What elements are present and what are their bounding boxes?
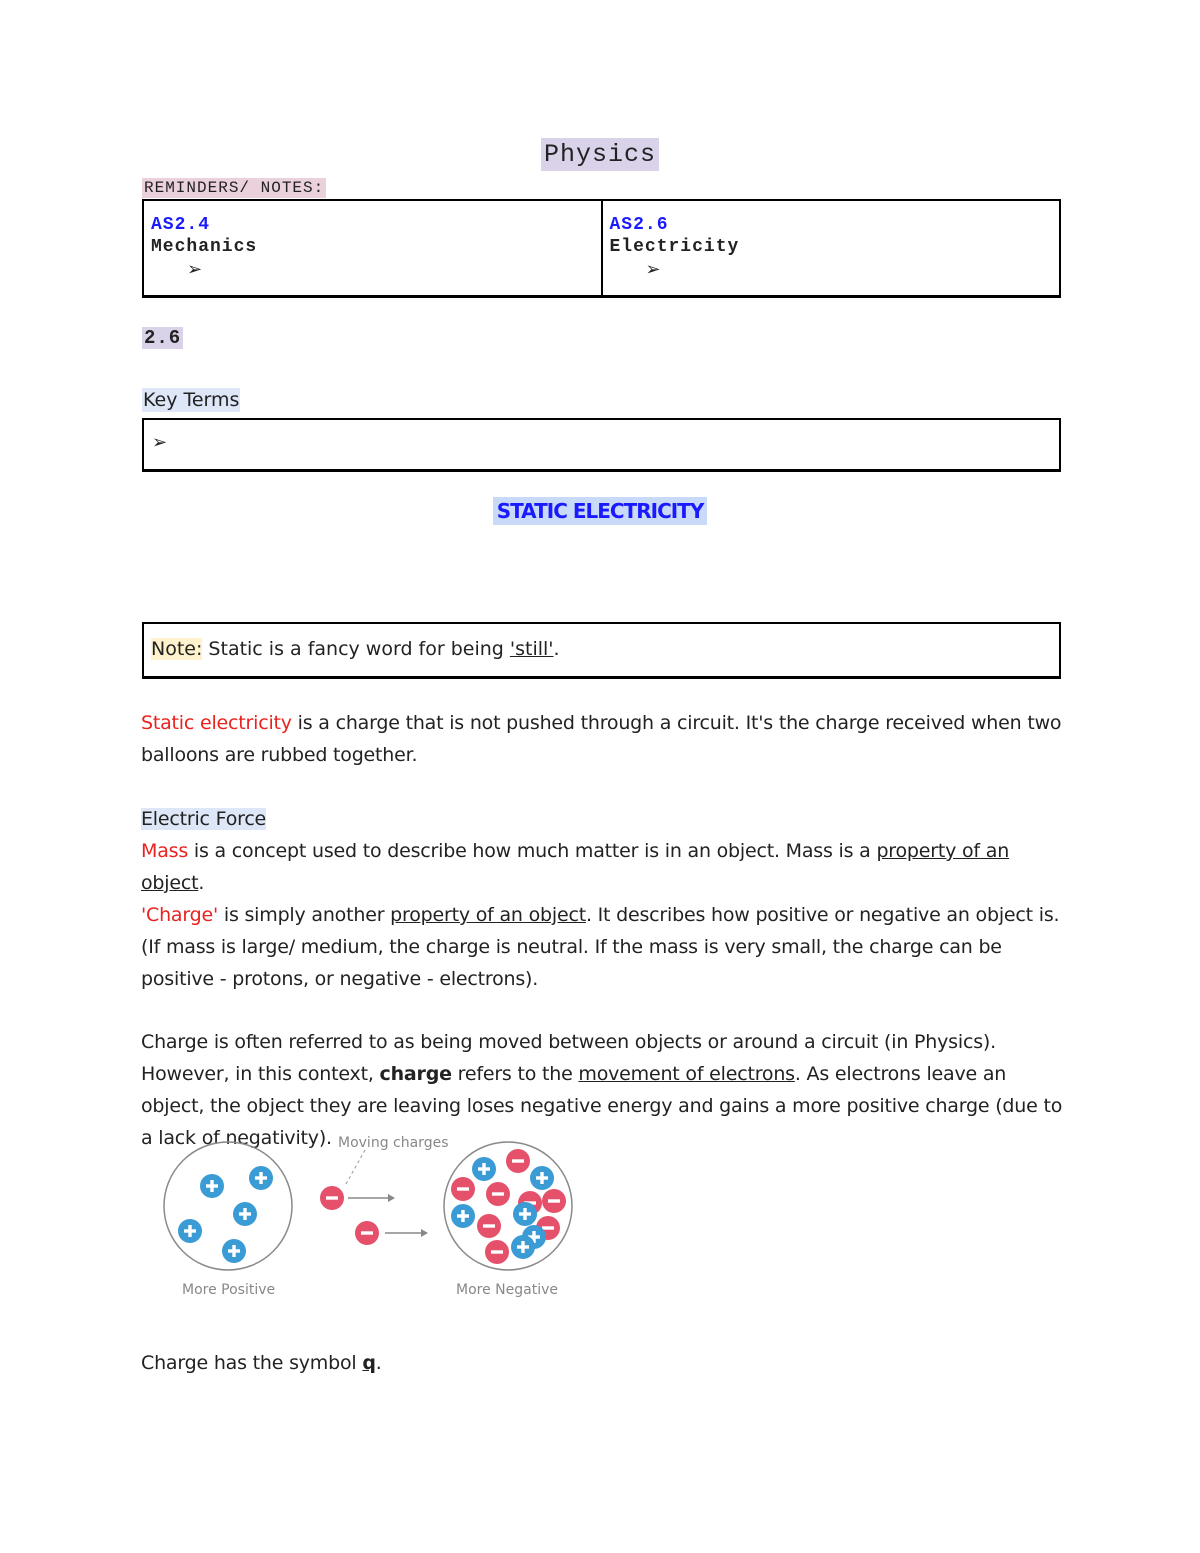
underlined-phrase: property of an object xyxy=(390,904,586,926)
positive-charge-icon xyxy=(200,1174,224,1198)
paragraph-charge-symbol: Charge has the symbol q. xyxy=(141,1352,382,1374)
positive-charge-icon xyxy=(472,1157,496,1181)
positive-charge-icon xyxy=(233,1202,257,1226)
arrow-bullet-icon: ➢ xyxy=(152,432,168,453)
more-positive-label: More Positive xyxy=(182,1282,276,1298)
section-number: 2.6 xyxy=(144,327,182,349)
paragraph-mass: Mass is a concept used to describe how much matter is in an object. Mass is a property of an object. xyxy=(141,840,1010,894)
paragraph-charge: 'Charge' is simply another property of an object. It describes how positive or negative an object is. (If mass is large/ medium, the charge is neutral. If the mass is very small, the charge can be positive - protons, or negative - electrons). xyxy=(141,904,1060,990)
term: Mass xyxy=(141,840,189,862)
electric-force-heading: Electric Force xyxy=(141,808,267,830)
negative-charge-icon xyxy=(451,1177,475,1201)
positive-charge-icon xyxy=(451,1204,475,1228)
reminders-table xyxy=(142,199,1061,298)
negative-charge-icon xyxy=(320,1186,344,1210)
note-label: Note: xyxy=(151,638,203,660)
term: 'Charge' xyxy=(141,904,219,926)
arrow-head-icon xyxy=(421,1229,428,1237)
positive-charge-icon xyxy=(511,1235,535,1259)
paragraph-static-electricity: Static electricity is a charge that is not pushed through a circuit. It's the charge received when two balloons are rubbed together. xyxy=(141,712,1062,766)
positive-charge-icon xyxy=(530,1166,554,1190)
moving-charges-label: Moving charges xyxy=(338,1135,449,1151)
underlined-phrase: property of an object xyxy=(141,840,1010,894)
reminder-subject: Mechanics xyxy=(151,237,258,257)
negative-charge-icon xyxy=(355,1221,379,1245)
page-title: Physics xyxy=(0,140,1200,169)
negative-charge-icon xyxy=(485,1240,509,1264)
section-heading: STATIC ELECTRICITY xyxy=(0,499,1200,523)
moving-charges-diagram xyxy=(150,1128,590,1308)
negative-charge-icon xyxy=(506,1149,530,1173)
negative-charge-icon xyxy=(477,1214,501,1238)
positive-charge-icon xyxy=(222,1239,246,1263)
paragraph-charge-movement: Charge is often referred to as being moved between objects or around a circuit (in Physics). However, in this context, charge refers to the movement of electrons. As electrons leave an object, the object they are leaving loses negative energy and gains a more positive charge (due to a lack of negativity). xyxy=(141,1031,1063,1149)
arrow-head-icon xyxy=(388,1194,395,1202)
reminder-code: AS2.6 xyxy=(609,215,669,235)
positive-charge-icon xyxy=(513,1202,537,1226)
reminder-subject: Electricity xyxy=(609,237,740,257)
negative-charge-icon xyxy=(486,1182,510,1206)
bold-word: charge xyxy=(379,1063,452,1085)
note-text: Note: Static is a fancy word for being 'still'. xyxy=(151,638,560,660)
label-pointer xyxy=(346,1150,365,1184)
charge-symbol: q xyxy=(362,1352,376,1374)
arrow-bullet-icon: ➢ xyxy=(645,259,661,280)
positive-charge-icon xyxy=(249,1166,273,1190)
more-negative-label: More Negative xyxy=(456,1282,558,1298)
key-terms-box xyxy=(142,418,1061,472)
note-word: 'still' xyxy=(509,638,554,660)
negative-charge-icon xyxy=(542,1189,566,1213)
term: Static electricity xyxy=(141,712,292,734)
underlined-phrase: movement of electrons xyxy=(578,1063,795,1085)
reminder-cell-electricity xyxy=(602,200,1061,297)
note-box xyxy=(142,622,1061,679)
reminder-code: AS2.4 xyxy=(151,215,211,235)
positive-charge-icon xyxy=(178,1219,202,1243)
arrow-bullet-icon: ➢ xyxy=(187,259,203,280)
reminders-label: REMINDERS/ NOTES: xyxy=(144,179,325,197)
reminder-cell-mechanics xyxy=(143,200,602,297)
key-terms-heading: Key Terms xyxy=(143,389,240,411)
